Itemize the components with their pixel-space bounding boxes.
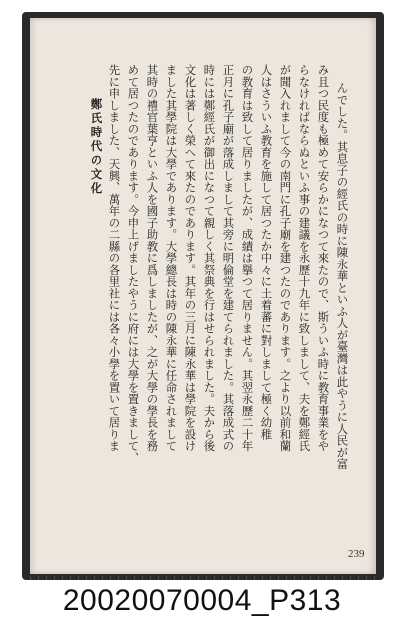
section-heading: 鄭氏時代の文化: [89, 98, 104, 196]
text-line-1: んでした。其息子の經氏の時に陳永華といふ人が臺灣は此やうに人民が富: [335, 82, 350, 470]
text-line-6: の教育は致して居りましたが、成績は擧つて居りません。其翌永歷二十年: [240, 64, 255, 452]
text-line-10: ました其學院は大學であります。大學總長は時の陳永華に任命されまして: [164, 64, 179, 452]
text-line-3: らなければならぬといふ事の建議を永歷十九年に致しまして、夫を鄭經氏: [297, 64, 312, 452]
text-line-7: 正月に孔子廟が落成しまして其旁に明倫堂を建てられました。其落成式の: [221, 64, 236, 452]
text-line-13: 先に申しました、天興、萬年の二縣の各里社には各々小學を置いて居りま: [107, 64, 122, 452]
text-line-12: めて居つたのであります。今申上げましたやうに府には大學を置きまして、: [126, 64, 141, 464]
text-line-9: 文化は著しく榮へて來たのであります。其年の三月に陳永華は學院を設け: [183, 64, 198, 452]
text-line-2: み且つ民度も極めて安らかになつて來たので、斯ういふ時に教育事業をや: [316, 64, 331, 452]
book-page: [30, 18, 376, 574]
text-line-11: 其時の禮官葉亨といふ人を國子助教に爲しましたが、之が大學の學長を務: [145, 64, 160, 452]
text-line-5: 人はさういふ教育を施して居つたか中々に土着蕃に對しまして極く幼稚: [259, 64, 274, 440]
text-line-8: 時には鄭經氏が御出になつて親しく其祭典を行はせられました。夫から後: [202, 64, 217, 452]
page-number: 239: [348, 548, 365, 560]
page-edge-shadow: [30, 576, 376, 580]
text-line-4: が聞入れまして今の南門に孔子廟を建つたのであります。之より以前和蘭: [278, 64, 293, 452]
image-caption: 20020070004_P313: [62, 584, 342, 617]
